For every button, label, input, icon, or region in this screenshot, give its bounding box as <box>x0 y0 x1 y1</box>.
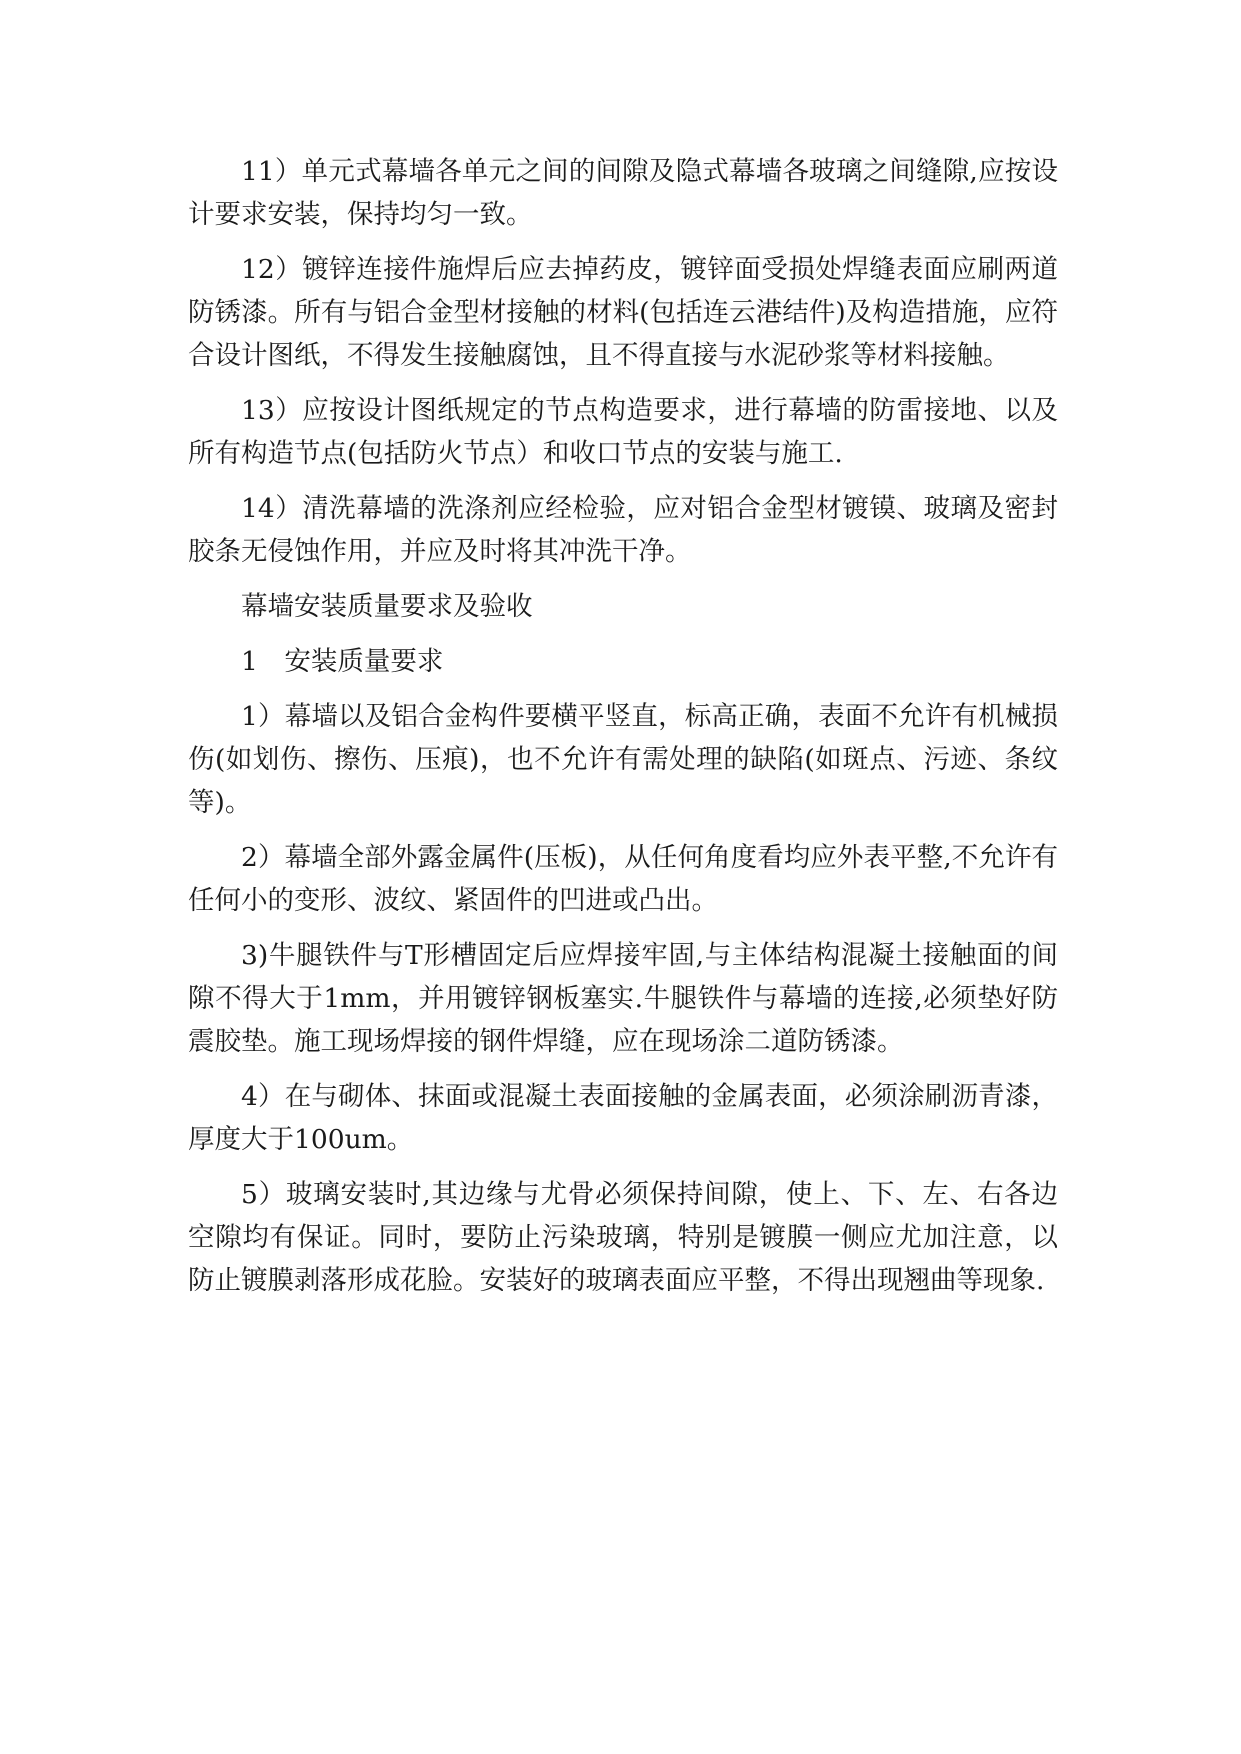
paragraph-item-13: 13）应按设计图纸规定的节点构造要求，进行幕墙的防雷接地、以及所有构造节点(包括防火节点）和收口节点的安装与施工. <box>188 395 1058 469</box>
paragraph-item-12: 12）镀锌连接件施焊后应去掉药皮，镀锌面受损处焊缝表面应刷两道防锈漆。所有与铝合金型材接触的材料(包括连云港结件)及构造措施，应符合设计图纸，不得发生接触腐蚀，且不得直接与水泥砂浆等材料接触。 <box>188 254 1058 371</box>
paragraph-item-11: 11）单元式幕墙各单元之间的间隙及隐式幕墙各玻璃之间缝隙,应按设计要求安装，保持均匀一致。 <box>188 156 1058 230</box>
requirement-item-1: 1）幕墙以及铝合金构件要横平竖直，标高正确，表面不允许有机械损伤(如划伤、擦伤、压痕)，也不允许有需处理的缺陷(如斑点、污迹、条纹等)。 <box>188 701 1058 818</box>
paragraph-item-14: 14）清洗幕墙的洗涤剂应经检验，应对铝合金型材镀镆、玻璃及密封胶条无侵蚀作用，并应及时将其冲洗干净。 <box>188 493 1058 567</box>
document-body <box>188 150 1058 1314</box>
requirement-item-2: 2）幕墙全部外露金属件(压板)，从任何角度看均应外表平整,不允许有任何小的变形、波纹、紧固件的凹进或凸出。 <box>188 842 1058 916</box>
requirement-item-5: 5）玻璃安装时,其边缘与尤骨必须保持间隙，使上、下、左、右各边空隙均有保证。同时，要防止污染玻璃，特别是镀膜一侧应尤加注意，以防止镀膜剥落形成花脸。安装好的玻璃表面应平整，不得出现翘曲等现象. <box>188 1179 1058 1296</box>
section-heading: 幕墙安装质量要求及验收 <box>241 591 533 622</box>
requirement-item-3: 3)牛腿铁件与T形槽固定后应焊接牢固,与主体结构混凝土接触面的间隙不得大于1mm，并用镀锌钢板塞实.牛腿铁件与幕墙的连接,必须垫好防震胶垫。施工现场焊接的钢件焊缝，应在现场涂二道防锈漆。 <box>188 940 1058 1057</box>
subsection-heading: 1 安装质量要求 <box>241 646 444 677</box>
requirement-item-4: 4）在与砌体、抹面或混凝土表面接触的金属表面，必须涂刷沥青漆，厚度大于100um。 <box>188 1081 1058 1155</box>
